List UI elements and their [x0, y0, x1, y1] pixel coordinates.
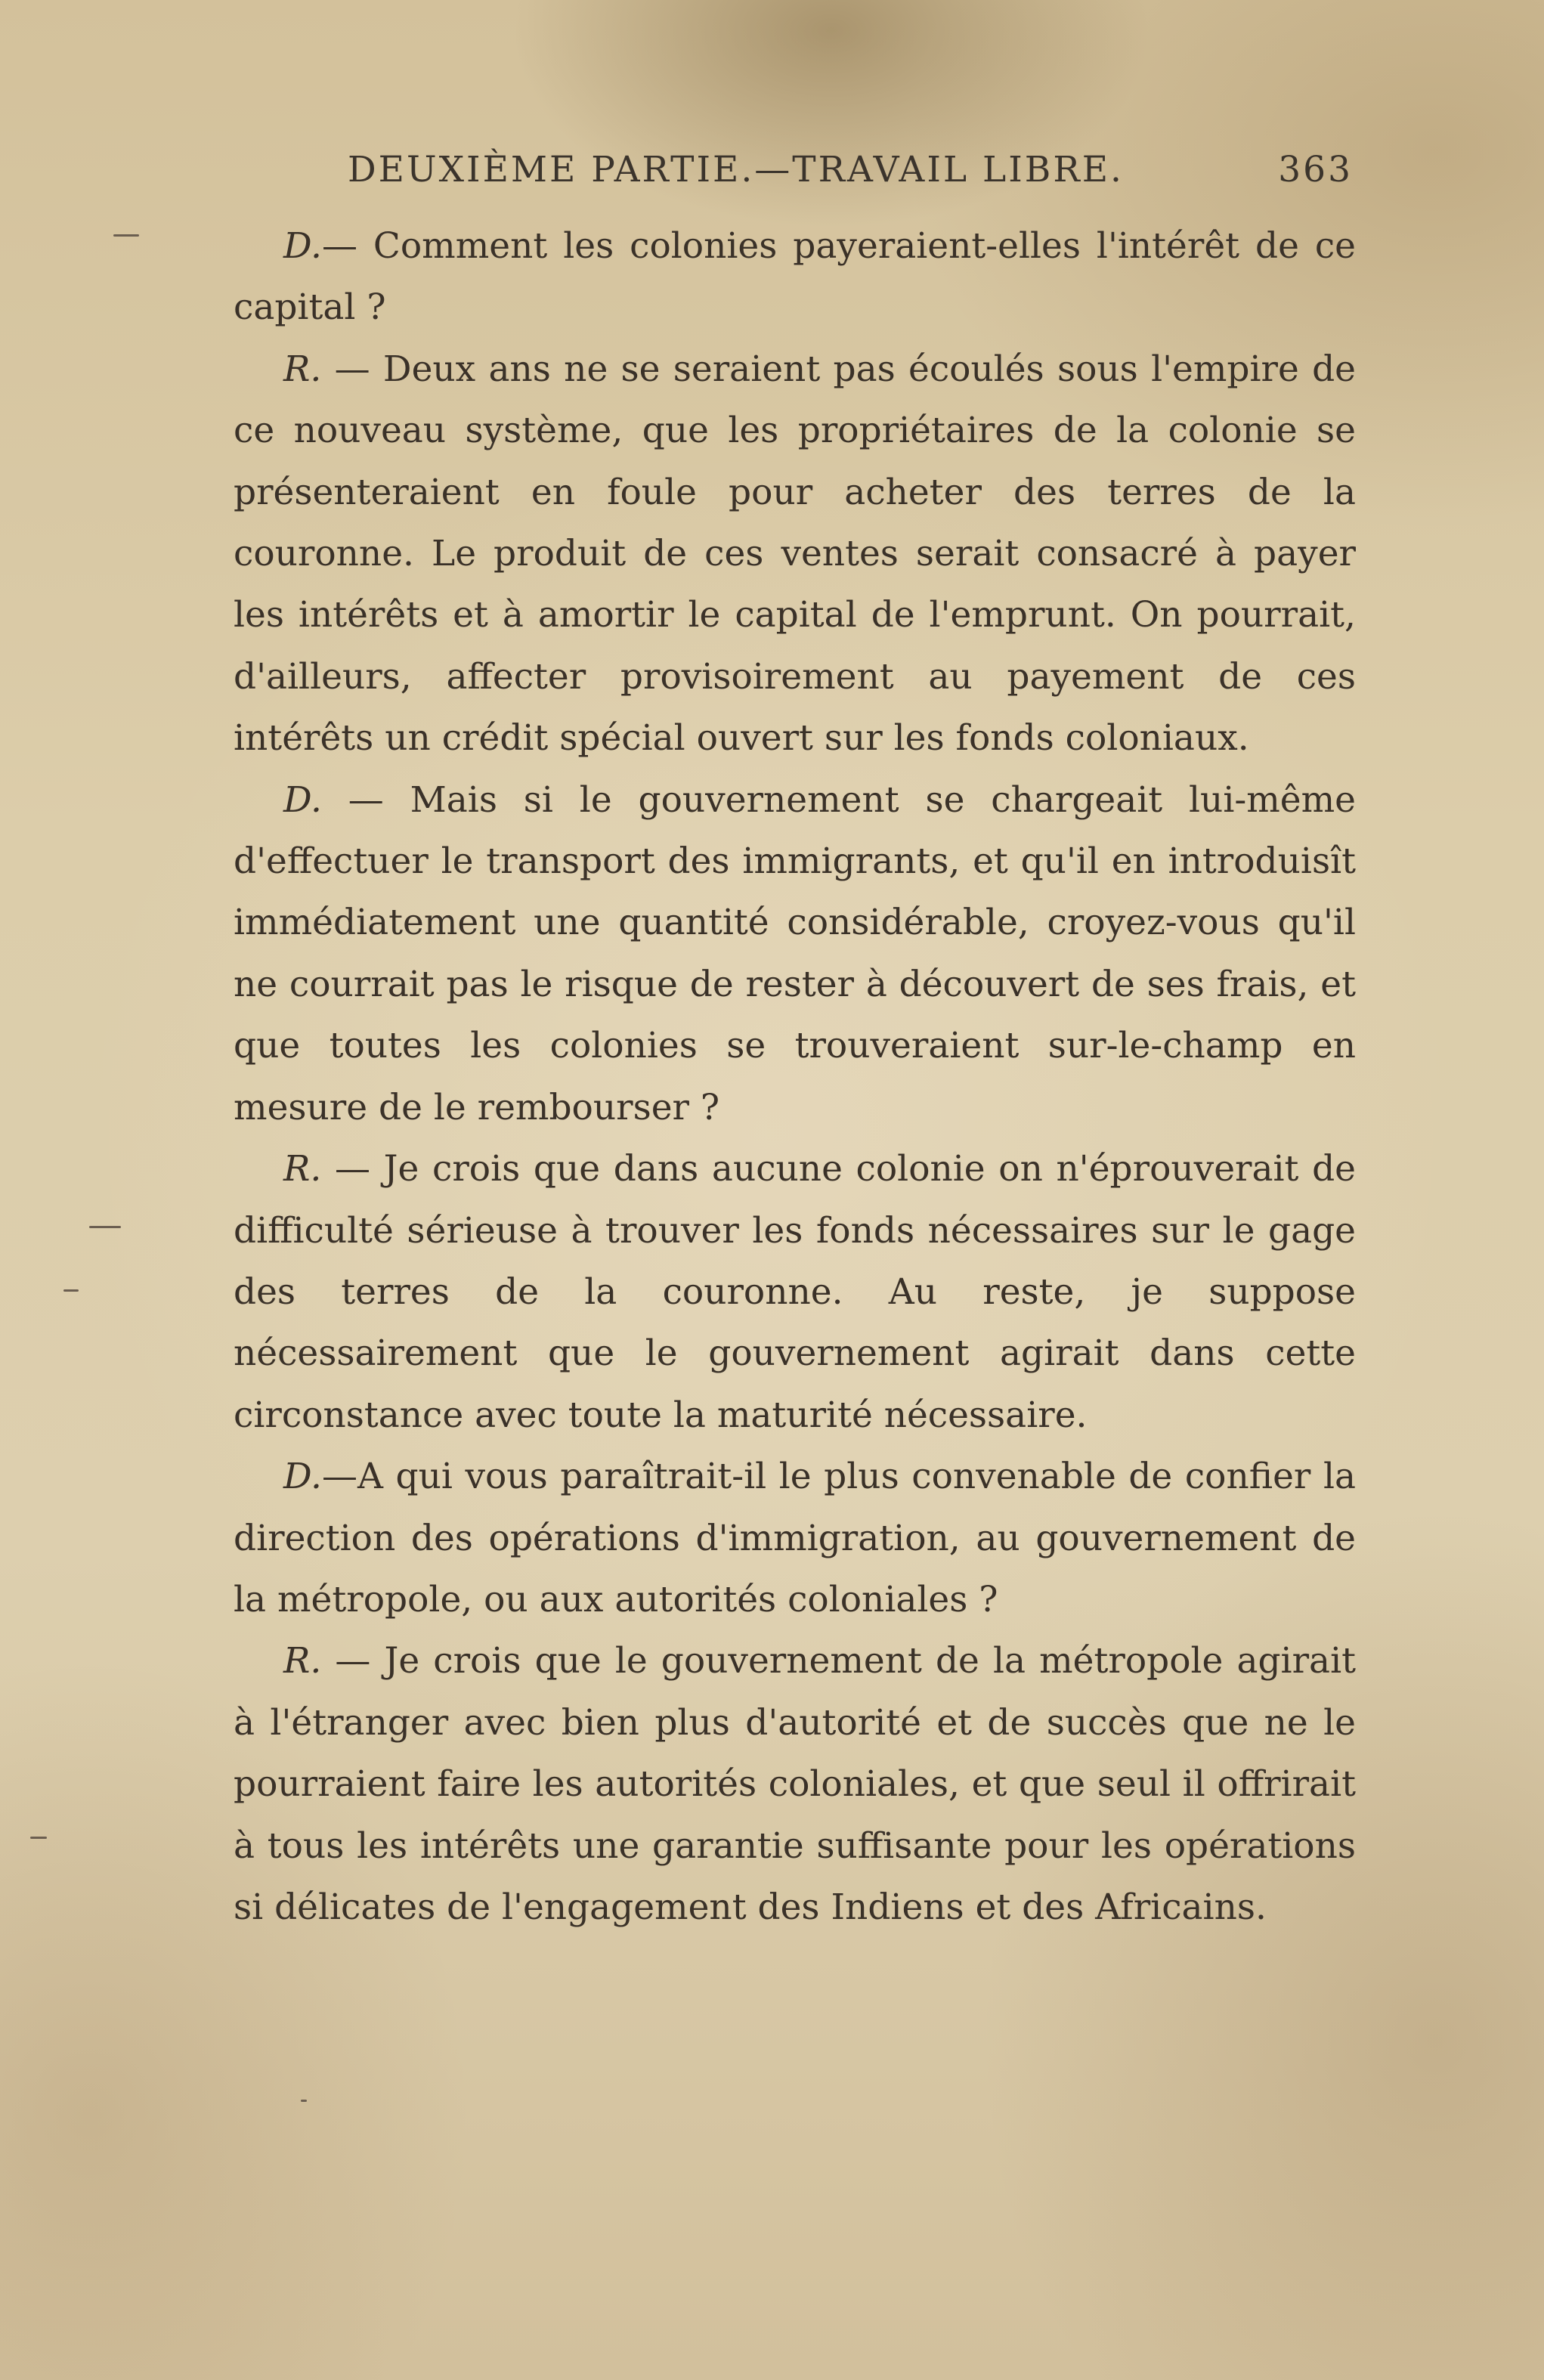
speaker-label: D.: [283, 778, 322, 821]
paragraph-text: — Je crois que dans aucune colonie on n'éprouverait de difficulté sérieuse à trouver les fonds nécessaires sur le gage des terres de la couronne. Au reste, je suppose nécessairement que le gouvernement agirait dans cette circonstance avec toute la maturité nécessaire.: [234, 1148, 1356, 1436]
paragraph-text: — Mais si le gouvernement se chargeait lui-même d'effectuer le transport des immigrants, et qu'il en introduisît immédiatement une quantité considérable, croyez-vous qu'il ne courrait pas le risque de rester à découvert de ses frais, et que toutes les colonies se trouveraient sur-le-champ en mesure de le rembourser ?: [234, 778, 1356, 1128]
speaker-label: R.: [283, 348, 322, 390]
margin-mark: [63, 1289, 79, 1292]
speaker-label: D.: [283, 225, 322, 267]
margin-mark: [113, 234, 139, 237]
paragraph-question-1: [234, 215, 1356, 339]
margin-mark: [89, 1226, 121, 1228]
paragraph-question-2: [234, 769, 1356, 1138]
body-text: [234, 215, 1356, 1938]
page-number: 363: [1278, 149, 1353, 190]
running-header: [348, 149, 1353, 190]
paragraph-answer-1: [234, 339, 1356, 769]
speaker-label: D.: [283, 1456, 322, 1498]
speaker-label: R.: [283, 1640, 322, 1682]
margin-mark: [301, 2100, 307, 2102]
paragraph-text: — Je crois que le gouvernement de la métropole agirait à l'étranger avec bien plus d'autorité et de succès que ne le pourraient faire les autorités coloniales, et que seul il offrirait à tous les intérêts une garantie suffisante pour les opérations si délicates de l'engagement des Indiens et des Africains.: [234, 1640, 1356, 1928]
paragraph-answer-3: [234, 1630, 1356, 1938]
paragraph-text: —A qui vous paraîtrait-il le plus convenable de confier la direction des opérations d'immigration, au gouvernement de la métropole, ou aux autorités coloniales ?: [234, 1456, 1356, 1620]
paragraph-text: — Deux ans ne se seraient pas écoulés sous l'empire de ce nouveau système, que les propriétaires de la colonie se présenteraient en foule pour acheter des terres de la couronne. Le produit de ces ventes serait consacré à payer les intérêts et à amortir le capital de l'emprunt. On pourrait, d'ailleurs, affecter provisoirement au payement de ces intérêts un crédit spécial ouvert sur les fonds coloniaux.: [234, 348, 1356, 760]
paragraph-question-3: [234, 1446, 1356, 1630]
speaker-label: R.: [283, 1148, 322, 1190]
running-title: DEUXIÈME PARTIE.—TRAVAIL LIBRE.: [348, 149, 1124, 190]
paragraph-answer-2: [234, 1138, 1356, 1446]
paragraph-text: — Comment les colonies payeraient-elles l'intérêt de ce capital ?: [234, 225, 1356, 329]
margin-mark: [30, 1837, 47, 1839]
